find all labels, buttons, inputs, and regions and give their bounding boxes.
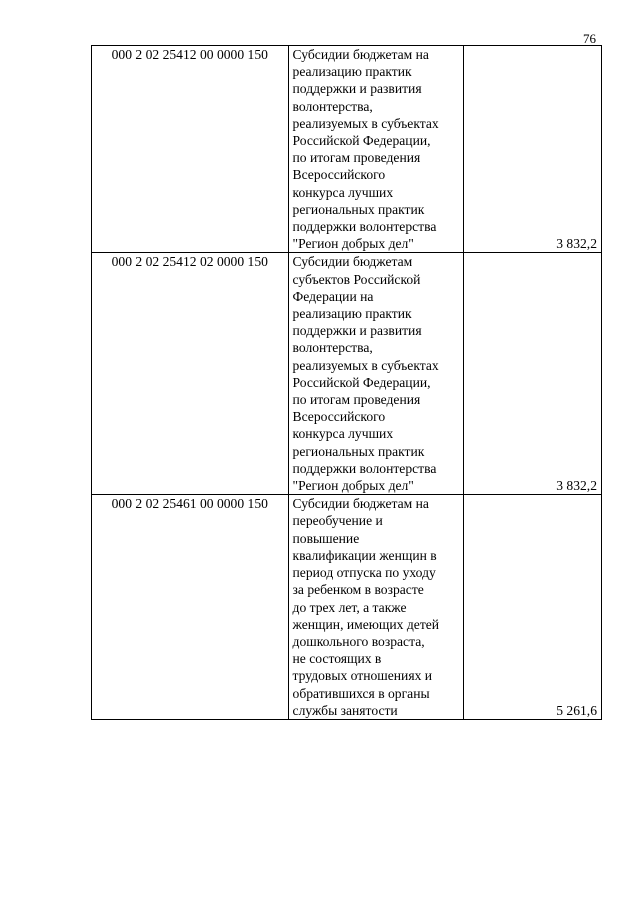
description-line: региональных практик — [292, 201, 425, 217]
description-line: поддержки и развития — [292, 323, 422, 339]
description-line: волонтерства, — [292, 98, 373, 114]
page-number: 76 — [583, 31, 596, 46]
description-line: Субсидии бюджетам на — [292, 496, 429, 512]
amount-cell: 3 832,2 — [463, 46, 601, 253]
description-line: квалификации женщин в — [292, 547, 437, 563]
description-line: дошкольного возраста, — [292, 633, 425, 649]
description-line: Российской Федерации, — [292, 133, 431, 149]
description-line: конкурса лучших — [292, 184, 394, 200]
description-line: конкурса лучших — [292, 426, 394, 442]
table-row — [92, 495, 602, 720]
description-line: трудовых отношениях и — [292, 668, 433, 684]
description-line: реализацию практик — [292, 64, 412, 80]
description-line: за ребенком в возрасте — [292, 582, 424, 598]
description-line: службы занятости — [292, 702, 398, 718]
description-line: Федерации на — [292, 288, 374, 304]
budget-table-body — [92, 46, 602, 720]
amount-cell: 5 261,6 — [463, 495, 601, 720]
description-cell — [288, 495, 463, 720]
description-line: реализуемых в субъектах — [292, 115, 439, 131]
description-line: повышение — [292, 530, 360, 546]
description-line: региональных практик — [292, 443, 425, 459]
description-line: реализуемых в субъектах — [292, 357, 439, 373]
budget-code-cell: 000 2 02 25412 02 0000 150 — [92, 253, 289, 495]
description-line: волонтерства, — [292, 340, 373, 356]
description-line: Субсидии бюджетам на — [292, 47, 429, 62]
description-line: Российской Федерации, — [292, 374, 431, 390]
table-row — [92, 46, 602, 253]
description-line: до трех лет, а также — [292, 599, 407, 615]
description-cell — [288, 253, 463, 495]
description-line: женщин, имеющих детей — [292, 616, 440, 632]
description-line: переобучение и — [292, 513, 383, 529]
description-line: поддержки волонтерства — [292, 460, 437, 476]
budget-code-cell: 000 2 02 25461 00 0000 150 — [92, 495, 289, 720]
budget-table — [91, 45, 602, 720]
description-line: Всероссийского — [292, 167, 386, 183]
amount-cell: 3 832,2 — [463, 253, 601, 495]
description-line: обратившихся в органы — [292, 685, 430, 701]
description-cell — [288, 46, 463, 253]
description-line: Субсидии бюджетам — [292, 254, 413, 270]
description-line: "Регион добрых дел" — [292, 236, 414, 252]
table-row — [92, 253, 602, 495]
description-line: по итогам проведения — [292, 150, 421, 166]
description-line: Всероссийского — [292, 409, 386, 425]
description-line: по итогам проведения — [292, 392, 421, 408]
description-line: поддержки и развития — [292, 81, 422, 97]
budget-code-cell: 000 2 02 25412 00 0000 150 — [92, 46, 289, 253]
description-line: поддержки волонтерства — [292, 219, 437, 235]
description-line: не состоящих в — [292, 651, 382, 667]
description-line: реализацию практик — [292, 306, 412, 322]
description-line: субъектов Российской — [292, 271, 421, 287]
description-line: "Регион добрых дел" — [292, 478, 414, 494]
description-line: период отпуска по уходу — [292, 565, 436, 581]
